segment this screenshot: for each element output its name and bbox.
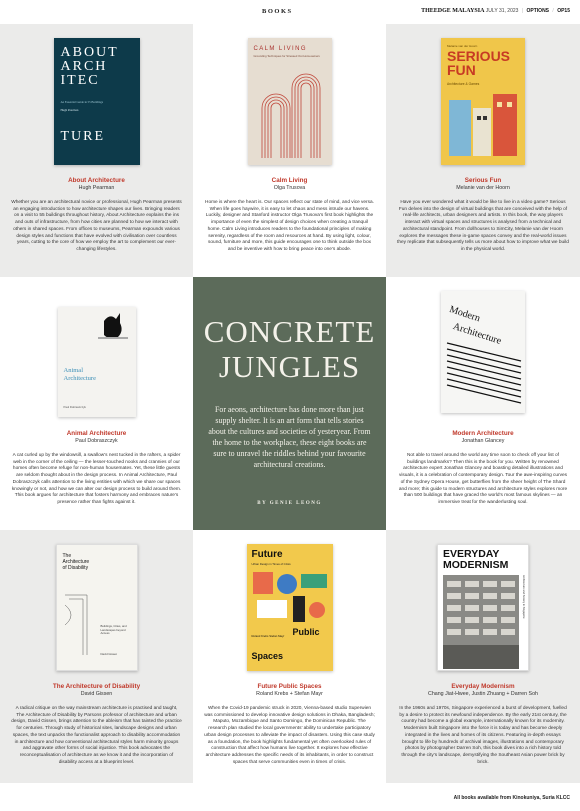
book-cover xyxy=(437,544,529,671)
book-blurb: A cat curled up by the windowsill, a swallow’s nest tucked in the rafters, a spider web in the corner of the ceiling — the lesser-touched nooks and crannies of our homes often become refuge for non-human housemates. Yet, these little guests are seldom thought about in the design process. In Animal Architecture, Paul Dobraszczyk calls attention to the living entities with which we share our spaces knowingly or not, and how we can alter our design process to build around them. This book argues for architecture that fosters harmony and embraces nature’s presence rather than fights against it. xyxy=(11,453,182,506)
book-cover xyxy=(56,544,138,671)
cover-title-top: Future xyxy=(251,549,283,560)
book-panel-architecture-of-disability xyxy=(0,530,193,783)
book-panel-everyday-modernism xyxy=(386,530,580,783)
issue-date: JULY 31, 2023 xyxy=(485,8,519,14)
feature-title xyxy=(193,315,386,384)
cover-title-line: Architecture xyxy=(63,375,96,382)
cover-vertical-subtitle: Architecture and Society in Singapore xyxy=(522,575,525,619)
book-cover xyxy=(247,544,333,671)
book-title: The Architecture of Disability xyxy=(52,683,141,690)
cover-subtitle: An Essential Guide in 55 Buildings xyxy=(60,100,104,104)
cover-title-line: ARCH xyxy=(60,59,108,74)
cover-subtitle: Urban Design in Times of Crisis xyxy=(251,562,291,566)
cover-title-line: Public xyxy=(292,627,320,637)
cover-title-line: TURE xyxy=(60,129,106,144)
book-author: Jonathan Glancey xyxy=(461,438,505,444)
cover-title-line: MODERNISM xyxy=(443,558,509,571)
page-number: OP15 xyxy=(557,8,570,14)
cover-author: Paul Dobraszczyk xyxy=(63,405,86,409)
cover-authors: Roland Krebs Stefan Mayr xyxy=(251,634,285,638)
book-panel-calm-living xyxy=(193,24,386,277)
cover-title-line: Animal xyxy=(63,367,83,374)
availability-note: All books available from Kinokuniya, Suria KLCC xyxy=(453,795,570,801)
book-panel-serious-fun xyxy=(386,24,580,277)
cover-subtitle: Buildings, Cities, and Landscapes beyond Access xyxy=(100,624,127,636)
separator: | xyxy=(521,8,524,14)
book-cover xyxy=(441,291,525,413)
cover-title-line: ITEC xyxy=(60,73,100,88)
cover-author: David Gissen xyxy=(100,652,118,656)
book-author: Paul Dobraszczyk xyxy=(75,438,118,444)
section-tag: OPTIONS xyxy=(526,8,550,14)
book-panel-modern-architecture xyxy=(386,277,580,530)
book-title: Calm Living xyxy=(271,177,308,184)
book-blurb: Home is where the heart is. Our spaces reflect our state of mind, and vice versa. When life goes haywire, it is easy to let chaos and mess intrude our havens. Luckily, designer and Stanford instructor Olga Trusova’s first book highlights the importance of even the simplest of design choices when creating a tranquil home. Calm Living introduces readers to the foundational principles of making serenity, regardless of the room and resources at hand. By using light, colour, sound, furniture and more, this guide encourages one to think outside the box and be inventive with how to bring peace into one’s abode. xyxy=(205,200,374,253)
cover-title-line: Spaces xyxy=(251,651,284,661)
arch-pattern-illustration xyxy=(248,38,332,165)
separator: / xyxy=(552,8,554,14)
feature-title-line: JUNGLES xyxy=(218,348,361,384)
cover-title: CALM LIVING xyxy=(253,46,307,52)
book-author: Melanie van der Hoorn xyxy=(456,185,510,191)
book-title: Animal Architecture xyxy=(66,430,127,437)
book-title: About Architecture xyxy=(68,177,125,184)
cover-title-line: ABOUT xyxy=(60,45,119,60)
book-author: Roland Krebs + Stefan Mayr xyxy=(256,691,323,697)
feature-byline: BY GENIE LEONG xyxy=(257,501,322,506)
game-building-illustration xyxy=(441,38,525,165)
cover-title-line: Modern xyxy=(447,304,482,325)
book-author: Olga Trusova xyxy=(273,185,306,191)
book-author: Hugh Pearman xyxy=(78,185,115,191)
book-cover xyxy=(441,38,525,165)
book-title: Serious Fun xyxy=(464,177,502,184)
cover-title-line: of Disability xyxy=(62,565,89,571)
cover-author: Hugh Pearman xyxy=(60,108,79,112)
section-label: BOOKS xyxy=(262,8,293,15)
book-blurb: Have you ever wondered what it would be like to live in a video game? Serious Fun delves into the design of virtual buildings that are conceived with the help of real-life architects, urban designers and artists. In this book, the way players interact with virtual spaces and structures is analysed from a technical and architectural standpoint. From dollhouses to SimCity, Melanie van der Hoorn explores the messages these in-game spaces convey and the real-world issues they replicate that subsequently tells us more about how to improve what we build in the physical world. xyxy=(397,200,569,253)
book-author: David Gissen xyxy=(80,691,113,697)
feature-title-line: CONCRETE xyxy=(203,314,376,349)
book-title: Future Public Spaces xyxy=(257,683,322,690)
book-blurb: Whether you are an architectural novice or professional, Hugh Pearman presents an engaging introduction to how architecture shapes our lives. Bringing readers on a visit to 55 buildings throughout history, About Architecture explains the ins and outs of infrastructure, from how cities are planned to how we interact with others in shared spaces. From offices to museums, Pearman expounds various design styles and functions that have evolved with civilisation over countless years, cutting to the core of how we employ the art to complement our ever-changing lifestyles. xyxy=(11,200,182,253)
book-cover xyxy=(248,38,332,165)
book-author: Chang Jiat-Hwee, Justin Zhuang + Darren Soh xyxy=(428,691,538,697)
book-cover xyxy=(58,307,136,417)
masthead xyxy=(421,8,570,14)
feature-intro: For aeons, architecture has done more than just supply shelter. It is an art form that tells stories about the cultures and societies of yesteryear. From the home to the workplace, these eight books are sure to unravel the riddles behind your favourite architectural creations. xyxy=(208,405,371,469)
book-panel-about-architecture xyxy=(0,24,193,277)
book-title: Modern Architecture xyxy=(452,430,514,437)
book-title: Everyday Modernism xyxy=(451,683,515,690)
cover-title-line: Architecture xyxy=(451,321,503,347)
book-blurb: Not able to travel around the world any time soon to check off your list of buildings landmarks? Then this is the book for you. Written by renowned architecture expert Jonathan Glancey and boasting detailed illustrations and visuals, it is a celebration of contemporary design. Tour the awe-inspiring curves of the Sydney Opera House, get butterflies from the sheer height of The Shard and more; this guide to modern structures and architecture styles explores more than 500 buildings that have graced the world’s most famous skylines — an immersive treat for the wanderlusting soul. xyxy=(398,453,568,506)
building-photo xyxy=(438,545,529,671)
cover-title-line: EVERYDAY xyxy=(443,548,500,560)
book-panel-future-public-spaces xyxy=(193,530,386,783)
cover-title-line: The xyxy=(62,553,72,559)
cover-title-line: SERIOUS xyxy=(447,48,511,64)
page-header xyxy=(0,0,580,24)
cover-title-line: Architecture xyxy=(62,559,90,565)
cover-subtitle: Grounding Techniques for Stressed Out Homeowners xyxy=(253,54,320,58)
feature-panel xyxy=(193,277,386,530)
cover-title-line: FUN xyxy=(447,62,476,78)
book-blurb: In the 1960s and 1970s, Singapore experienced a burst of development, fuelled by a desire to protect its newfound independence. By the early 21st century, the country had become a global example, internationally known for its modernity. Modernism built Singapore into the force it is today and has become deeply integrated in the lives and homes of its citizens. Featuring in-depth essays brought to life by hundreds of archival images, illustrations and contemporary photos by photographer Darren Soh, this book dives into a rich history told through the city’s landscape, demystifying the Southeast Asian power brick by brick. xyxy=(399,706,567,765)
cover-subtitle: Architecture & Games xyxy=(447,82,480,86)
book-blurb: When the Covid-19 pandemic struck in 2020, Vienna-based studio Superwien was commissioned to develop innovative design solutions in Dhaka, Bangladesh; Maputo, Mozambique and Santo Domingo, the Dominican Republic. The research plan studied the local governments’ ability to undertake participatory urban design processes to alleviate the impact of disasters. Using this case study as a foundation, the book highlights fundamental yet often overlooked rules of construction that affect how humans live together. It explores how effective architecture addresses the specific needs of its inhabitants, in order to construct spaces that serve communities even in times of crisis. xyxy=(204,706,375,765)
book-blurb: A radical critique on the way mainstream architecture is practised and taught, The Architecture of Disability by Parsons professor of architecture and urban design, David Gissen, brings attention to the ableism that has tainted the practice for centuries. Through study of historical sites, landscape designs and urban spaces, the text unpacks the functionalist approach to disability accommodation in architecture and how conventional architectural styles harm minority groups and aggravate other forms of social injustice. This book advocates the reconceptualisation of architecture as we know it and the incorporation of disability access at a blueprint level. xyxy=(11,706,182,765)
cover-author: Melanie van der Hoorn xyxy=(447,44,478,48)
publication-name: THEEDGE MALAYSIA xyxy=(421,8,485,14)
book-cover xyxy=(54,38,140,165)
cat-illustration xyxy=(58,307,136,417)
book-panel-animal-architecture xyxy=(0,277,193,530)
